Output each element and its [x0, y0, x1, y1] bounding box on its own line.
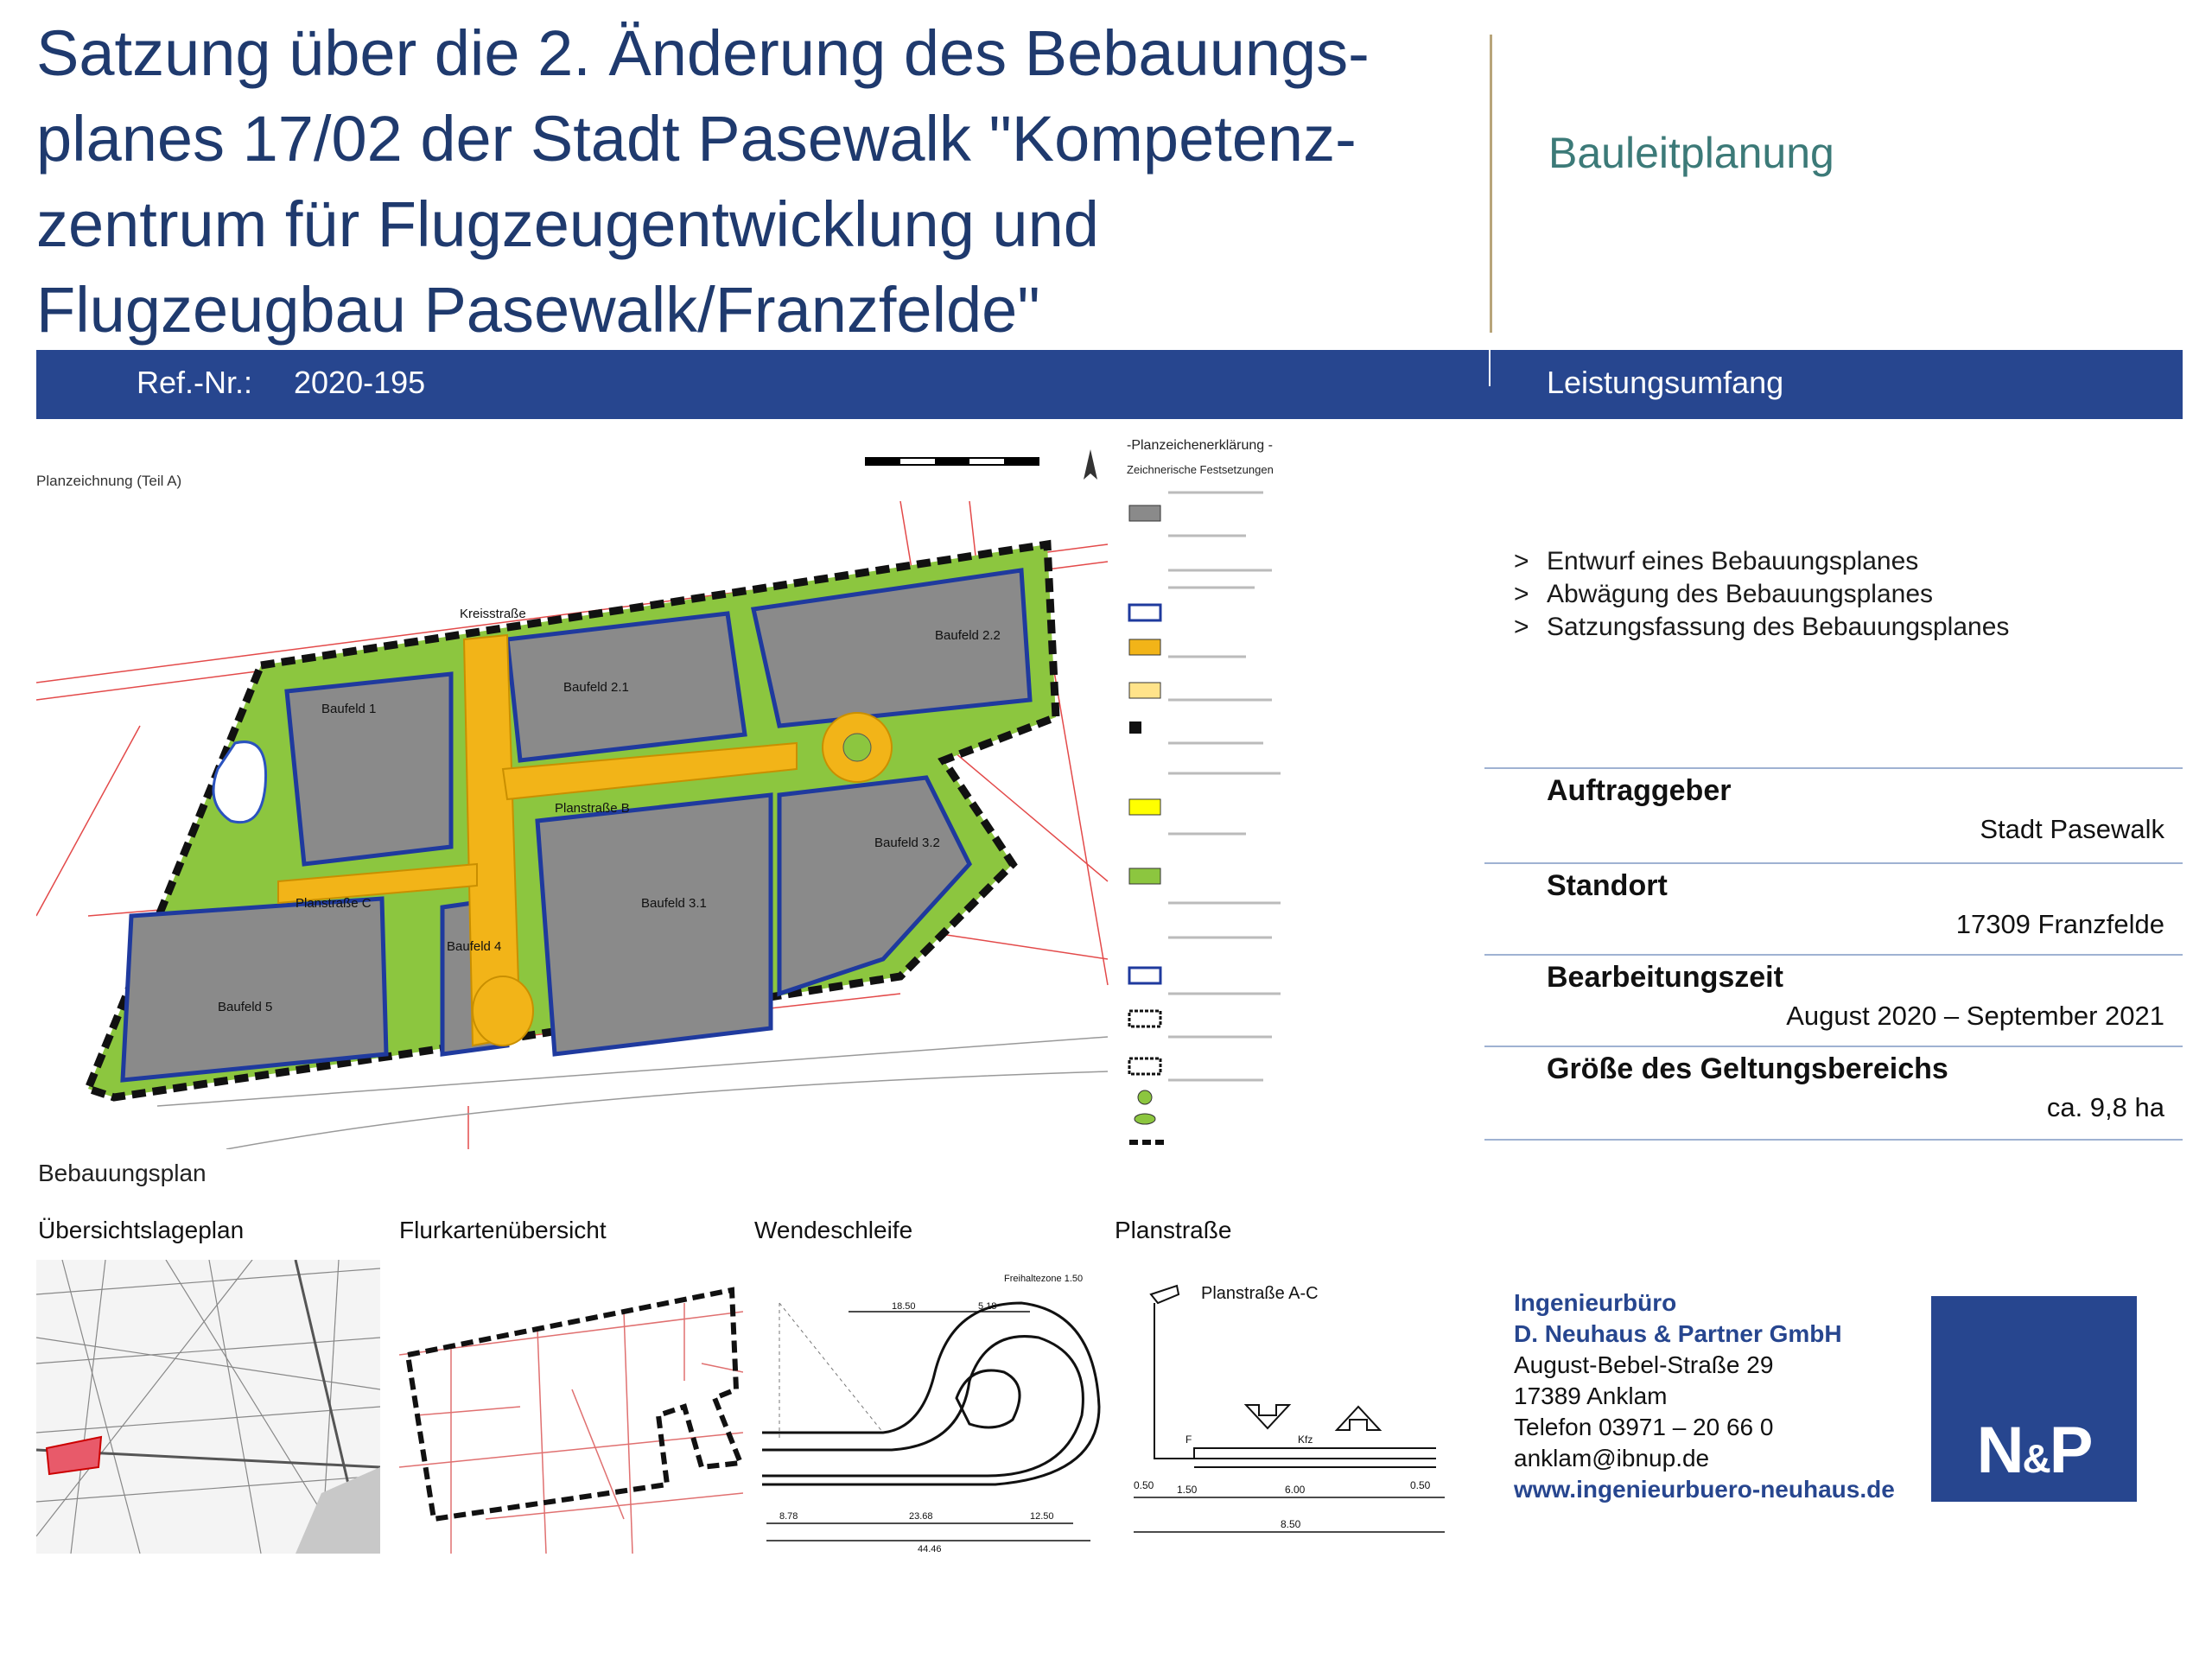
overview-map-image: [36, 1260, 380, 1554]
svg-text:Baufeld 3.2: Baufeld 3.2: [874, 836, 940, 850]
category-label: Bauleitplanung: [1548, 129, 1834, 177]
info-divider: [1484, 1046, 2183, 1047]
turning-loop-drawing: [762, 1260, 1106, 1554]
scale-bar: [866, 458, 1039, 465]
info-label-client: Auftraggeber: [1547, 774, 1732, 807]
svg-text:Baufeld 5: Baufeld 5: [218, 1000, 273, 1014]
info-value-client: Stadt Pasewalk: [1980, 814, 2164, 844]
svg-text:23.68: 23.68: [909, 1511, 933, 1522]
svg-text:-Planzeichenerklärung -: -Planzeichenerklärung -: [1127, 438, 1273, 453]
company-name-line1: Ingenieurbüro: [1514, 1289, 1677, 1316]
info-divider: [1484, 862, 2183, 864]
svg-text:6.00: 6.00: [1285, 1484, 1306, 1496]
info-label-area: Größe des Geltungsbereichs: [1547, 1052, 1948, 1085]
bebauungsplan-image: [36, 432, 1315, 1149]
svg-text:Baufeld 2.2: Baufeld 2.2: [935, 628, 1001, 643]
ref-number: 2020-195: [294, 365, 426, 400]
thumb-title-cadastral: Flurkartenübersicht: [399, 1217, 607, 1243]
scope-item: > Abwägung des Bebauungsplanes: [1514, 580, 1934, 608]
svg-text:Baufeld 3.1: Baufeld 3.1: [641, 896, 707, 911]
bullet-icon: >: [1514, 580, 1529, 608]
company-logo: [1931, 1296, 2137, 1502]
svg-text:Freihaltezone 1.50: Freihaltezone 1.50: [1004, 1274, 1084, 1284]
svg-text:F: F: [1185, 1433, 1192, 1446]
info-value-period: August 2020 – September 2021: [1786, 1001, 2164, 1031]
baufeld-3-1: [537, 795, 771, 1054]
info-divider: [1484, 1139, 2183, 1141]
svg-text:Planstraße B: Planstraße B: [555, 801, 630, 816]
cadastral-map-image: [399, 1260, 743, 1554]
logo-text: N&P: [1976, 1414, 2092, 1487]
svg-text:Zeichnerische Festsetzungen: Zeichnerische Festsetzungen: [1127, 463, 1274, 476]
svg-text:Planstraße A-C: Planstraße A-C: [1201, 1284, 1319, 1303]
scope-item: > Entwurf eines Bebauungsplanes: [1514, 547, 1919, 575]
company-name-line2: D. Neuhaus & Partner GmbH: [1514, 1320, 1842, 1347]
svg-text:0.50: 0.50: [1134, 1479, 1154, 1491]
scope-item: > Satzungsfassung des Bebauungsplanes: [1514, 613, 2010, 641]
company-phone: Telefon 03971 – 20 66 0: [1514, 1414, 1774, 1440]
ref-bar-divider: [1489, 350, 1491, 386]
header-divider: [1490, 35, 1492, 333]
svg-text:12.50: 12.50: [1030, 1511, 1054, 1522]
company-city: 17389 Anklam: [1514, 1382, 1668, 1409]
baufeld-5: [123, 899, 386, 1080]
info-label-period: Bearbeitungszeit: [1547, 961, 1783, 994]
svg-text:18.50: 18.50: [892, 1301, 916, 1312]
plan-caption: Bebauungsplan: [38, 1160, 207, 1186]
svg-text:8.50: 8.50: [1281, 1518, 1301, 1530]
svg-text:0.50: 0.50: [1410, 1479, 1431, 1491]
svg-text:Baufeld 4: Baufeld 4: [447, 939, 502, 954]
thumb-title-overview: Übersichtslageplan: [38, 1217, 245, 1243]
company-email[interactable]: anklam@ibnup.de: [1514, 1445, 1710, 1471]
info-label-location: Standort: [1547, 869, 1668, 902]
info-value-area: ca. 9,8 ha: [2046, 1092, 2164, 1122]
company-street: August-Bebel-Straße 29: [1514, 1351, 1774, 1378]
company-contact: [1514, 1287, 1895, 1505]
page-title: Satzung über die 2. Änderung des Bebauungs-planes 17/02 der Stadt Pasewalk "Kompetenz-zentrum für Flugzeugentwicklung und Flugzeugbau Pasewalk/Franzfelde": [36, 17, 1370, 346]
svg-text:5.18: 5.18: [978, 1301, 997, 1312]
info-divider: [1484, 767, 2183, 769]
info-value-location: 17309 Franzfelde: [1955, 909, 2164, 939]
svg-text:1.50: 1.50: [1177, 1484, 1198, 1496]
bullet-icon: >: [1514, 547, 1529, 575]
ref-label: Ref.-Nr.:: [137, 365, 253, 400]
svg-text:8.78: 8.78: [779, 1511, 798, 1522]
thumb-title-turning-loop: Wendeschleife: [754, 1217, 913, 1243]
svg-text:Kfz: Kfz: [1298, 1433, 1313, 1446]
bullet-icon: >: [1514, 613, 1529, 641]
thumb-title-street: Planstraße: [1115, 1217, 1232, 1243]
svg-text:44.46: 44.46: [918, 1544, 942, 1554]
street-section-drawing: [1125, 1260, 1453, 1554]
svg-text:Baufeld 1: Baufeld 1: [321, 702, 377, 716]
company-website-link[interactable]: www.ingenieurbuero-neuhaus.de: [1514, 1476, 1895, 1503]
info-divider: [1484, 954, 2183, 956]
scope-header: Leistungsumfang: [1547, 365, 1784, 400]
drawing-title: Planzeichnung (Teil A): [36, 473, 182, 489]
svg-text:Planstraße C: Planstraße C: [296, 896, 372, 911]
svg-text:Kreisstraße: Kreisstraße: [460, 607, 526, 621]
svg-text:Baufeld 2.1: Baufeld 2.1: [563, 680, 629, 695]
